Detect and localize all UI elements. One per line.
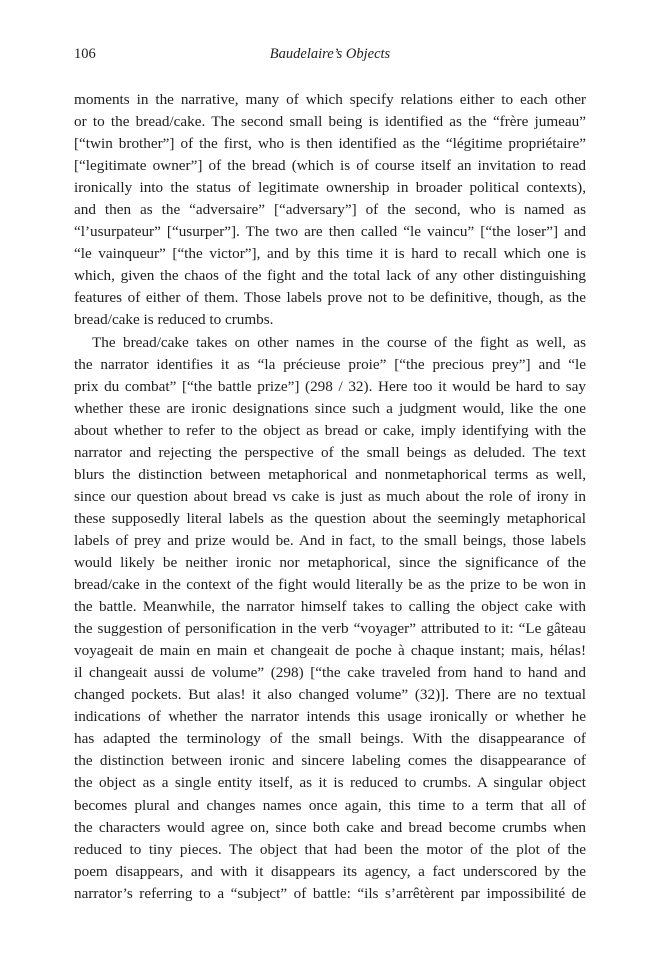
text-line: poem disappears, and with it disappears its agency, a fact underscored by the bbox=[74, 862, 586, 880]
text-line: features of either of them. Those labels prove not to be definitive, though, as the bbox=[74, 289, 586, 307]
text-line: and then as the “adversaire” [“adversary”] of the second, who is named as bbox=[74, 201, 586, 219]
text-line: indications of whether the narrator intends this usage ironically or whether he bbox=[74, 708, 586, 726]
text-line: ironically into the status of legitimate ownership in broader political contexts), bbox=[74, 179, 586, 197]
text-line: which, given the chaos of the fight and the total lack of any other distinguishing bbox=[74, 267, 586, 285]
text-line: narrator’s referring to a “subject” of battle: “ils s’arrêtèrent par impossibilité de bbox=[74, 884, 586, 902]
text-line: has adapted the terminology of the small beings. With the disappearance of bbox=[74, 730, 586, 748]
text-line: about whether to refer to the object as bread or cake, imply identifying with the bbox=[74, 421, 586, 439]
text-line: the battle. Meanwhile, the narrator himself takes to calling the object cake with bbox=[74, 598, 586, 616]
text-line: the characters would agree on, since both cake and bread become crumbs when bbox=[74, 818, 586, 836]
text-line: changed pockets. But alas! it also changed volume” (32)]. There are no textual bbox=[74, 686, 586, 704]
page-header bbox=[74, 46, 586, 66]
text-line: “le vainqueur” [“the victor”], and by this time it is hard to recall which one is bbox=[74, 245, 586, 263]
text-line: the suggestion of personification in the verb “voyager” attributed to it: “Le gâteau bbox=[74, 620, 586, 638]
text-line: voyageait de main en main et changeait de poche à chaque instant; mais, hélas! bbox=[74, 642, 586, 660]
paragraph bbox=[74, 332, 586, 905]
text-line: these supposedly literal labels as the question about the seemingly metaphorical bbox=[74, 509, 586, 527]
text-line: [“legitimate owner”] of the bread (which is of course itself an invitation to read bbox=[74, 157, 586, 175]
page-number: 106 bbox=[74, 46, 96, 62]
text-line: labels of prey and prize would be. And in fact, to the small beings, those labels bbox=[74, 531, 586, 549]
text-line: prix du combat” [“the battle prize”] (298 / 32). Here too it would be hard to say bbox=[74, 377, 586, 395]
text-line: il changeait aussi de volume” (298) [“the cake traveled from hand to hand and bbox=[74, 664, 586, 682]
text-line: bread/cake is reduced to crumbs. bbox=[74, 311, 274, 329]
text-line: the distinction between ironic and sincere labeling comes the disappearance of bbox=[74, 752, 586, 770]
running-head: Baudelaire’s Objects bbox=[269, 46, 391, 62]
text-line: bread/cake in the context of the fight would literally be as the prize to be won in bbox=[74, 576, 586, 594]
text-line: whether these are ironic designations since such a judgment would, like the one bbox=[74, 399, 586, 417]
text-line: becomes plural and changes names once again, this time to a term that all of bbox=[74, 796, 586, 814]
text-line: the narrator identifies it as “la précieuse proie” [“the precious prey”] and “le bbox=[74, 355, 586, 373]
text-line: or to the bread/cake. The second small being is identified as the “frère jumeau” bbox=[74, 113, 586, 131]
paragraph bbox=[74, 89, 586, 332]
text-line: narrator and rejecting the perspective of the small beings as deluded. The text bbox=[74, 443, 586, 461]
body-text bbox=[74, 89, 586, 905]
text-line: [“twin brother”] of the first, who is then identified as the “légitime propriétaire” bbox=[74, 135, 586, 153]
text-line: since our question about bread vs cake is just as much about the role of irony in bbox=[74, 487, 586, 505]
text-line: moments in the narrative, many of which specify relations either to each other bbox=[74, 91, 586, 108]
text-line: the object as a single entity itself, as it is reduced to crumbs. A singular object bbox=[74, 774, 586, 792]
text-line: The bread/cake takes on other names in the course of the fight as well, as bbox=[92, 333, 586, 351]
text-line: would likely be neither ironic nor metaphorical, since the significance of the bbox=[74, 553, 586, 571]
text-line: blurs the distinction between metaphorical and nonmetaphorical terms as well, bbox=[74, 465, 586, 483]
text-line: reduced to tiny pieces. The object that had been the motor of the plot of the bbox=[74, 840, 586, 858]
text-line: “l’usurpateur” [“usurper”]. The two are then called “le vaincu” [“the loser”] and bbox=[74, 223, 586, 241]
